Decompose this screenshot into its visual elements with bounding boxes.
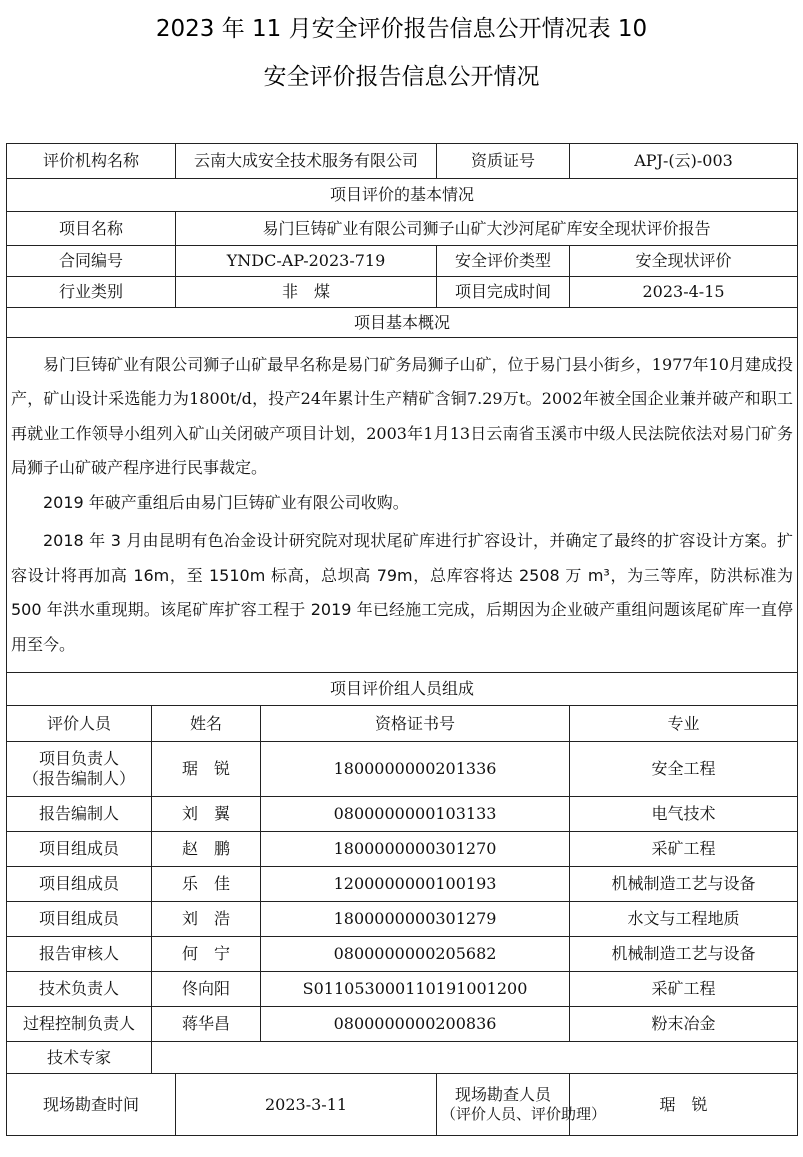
overview-paragraph: 2019 年破产重组后由易门巨铸矿业有限公司收购。	[43, 492, 409, 512]
member-name: 乐 佳	[152, 867, 261, 902]
member-role: 报告编制人	[7, 797, 152, 832]
member-name: 何 宁	[152, 937, 261, 972]
member-name: 佟向阳	[152, 972, 261, 1007]
survey-time-value: 2023-3-11	[176, 1074, 437, 1136]
member-name: 蒋华昌	[152, 1007, 261, 1042]
eval-type-value: 安全现状评价	[570, 246, 798, 277]
member-role: 项目组成员	[7, 832, 152, 867]
expert-label: 技术专家	[7, 1042, 152, 1074]
member-major: 采矿工程	[570, 972, 798, 1007]
table-row	[7, 1007, 798, 1042]
survey-staff-label	[437, 1074, 607, 1136]
industry-row	[7, 277, 798, 308]
org-row	[7, 144, 798, 179]
team-header: 项目评价组人员组成	[7, 673, 798, 706]
member-role: 项目组成员	[7, 867, 152, 902]
member-name: 赵 鹏	[152, 832, 261, 867]
team-header-row	[7, 673, 798, 706]
overview-paragraph: 2018 年 3 月由昆明有色冶金设计研究院对现状尾矿库进行扩容设计，并确定了最终的扩容设计方案。扩容设计将再加高 16m，至 1510m 标高，总坝高 79m，总库容将达 2508 万 m³，为三等库，防洪标准为 500 年洪水重现期。该尾矿库扩容工程于 2019 年已经施工完成，后期因为企业破产重组问题该尾矿库一直停用至今。	[11, 531, 794, 654]
contract-row	[7, 246, 798, 277]
document-subtitle: 安全评价报告信息公开情况	[263, 64, 540, 90]
survey-row	[7, 1074, 798, 1136]
member-role: 报告审核人	[7, 937, 152, 972]
expert-value	[152, 1042, 798, 1074]
member-name: 刘 翼	[152, 797, 261, 832]
member-role-line: 项目负责人	[38, 749, 119, 768]
table-row	[7, 742, 798, 797]
column-header-name: 姓名	[152, 706, 261, 742]
member-cert: 1800000000301279	[261, 902, 570, 937]
member-role-note: （报告编制人）	[22, 769, 135, 788]
table-row	[7, 797, 798, 832]
cert-value: APJ-(云)-003	[570, 144, 798, 179]
member-cert: S011053000110191001200	[261, 972, 570, 1007]
completion-label: 项目完成时间	[437, 277, 570, 308]
member-major: 安全工程	[570, 742, 798, 797]
disclosure-table	[6, 143, 798, 1136]
table-row	[7, 867, 798, 902]
overview-paragraph: 易门巨铸矿业有限公司狮子山矿最早名称是易门矿务局狮子山矿，位于易门县小街乡，1977年10月建成投产，矿山设计采选能力为1800t/d，投产24年累计生产精矿含铜7.29万t。2002年被全国企业兼并破产和职工再就业工作领导小组列入矿山关闭破产项目计划，2003年1月13日云南省玉溪市中级人民法院依法对易门矿务局狮子山矿破产程序进行民事裁定。	[11, 354, 794, 478]
member-role	[7, 742, 152, 797]
contract-value: YNDC-AP-2023-719	[176, 246, 437, 277]
member-cert: 0800000000205682	[261, 937, 570, 972]
basic-header-row	[7, 179, 798, 212]
overview-body	[7, 338, 798, 673]
table-row	[7, 972, 798, 1007]
completion-value: 2023-4-15	[570, 277, 798, 308]
member-role: 项目组成员	[7, 902, 152, 937]
industry-value: 非 煤	[176, 277, 437, 308]
survey-time-label: 现场勘查时间	[7, 1074, 176, 1136]
team-columns-row	[7, 706, 798, 742]
org-label: 评价机构名称	[7, 144, 176, 179]
member-major: 采矿工程	[570, 832, 798, 867]
member-role: 过程控制负责人	[7, 1007, 152, 1042]
member-cert: 0800000000200836	[261, 1007, 570, 1042]
eval-type-label: 安全评价类型	[437, 246, 570, 277]
member-cert: 1800000000201336	[261, 742, 570, 797]
member-name: 琚 锐	[152, 742, 261, 797]
survey-staff-label-line: 现场勘查人员	[455, 1085, 552, 1105]
project-name-label: 项目名称	[7, 212, 176, 246]
member-cert: 1800000000301270	[261, 832, 570, 867]
org-value: 云南大成安全技术服务有限公司	[176, 144, 437, 179]
industry-label: 行业类别	[7, 277, 176, 308]
column-header-cert: 资格证书号	[261, 706, 570, 742]
member-major: 水文与工程地质	[570, 902, 798, 937]
overview-row	[7, 338, 798, 673]
overview-header: 项目基本概况	[7, 308, 798, 338]
member-major: 机械制造工艺与设备	[570, 867, 798, 902]
table-row	[7, 902, 798, 937]
member-cert: 1200000000100193	[261, 867, 570, 902]
member-major: 电气技术	[570, 797, 798, 832]
member-role: 技术负责人	[7, 972, 152, 1007]
member-major: 粉末冶金	[570, 1007, 798, 1042]
project-name-row	[7, 212, 798, 246]
survey-staff-value: 琚 锐	[570, 1074, 798, 1136]
project-name-value: 易门巨铸矿业有限公司狮子山矿大沙河尾矿库安全现状评价报告	[176, 212, 798, 246]
cert-label: 资质证号	[437, 144, 570, 179]
member-name: 刘 浩	[152, 902, 261, 937]
expert-row	[7, 1042, 798, 1074]
contract-label: 合同编号	[7, 246, 176, 277]
table-row	[7, 937, 798, 972]
member-major: 机械制造工艺与设备	[570, 937, 798, 972]
survey-staff-label-note: （评价人员、评价助理）	[441, 1105, 607, 1124]
column-header-role: 评价人员	[7, 706, 152, 742]
document-title: 2023 年 11 月安全评价报告信息公开情况表 10	[155, 16, 648, 42]
column-header-major: 专业	[570, 706, 798, 742]
table-row	[7, 832, 798, 867]
overview-header-row	[7, 308, 798, 338]
member-cert: 0800000000103133	[261, 797, 570, 832]
basic-header: 项目评价的基本情况	[7, 179, 798, 212]
